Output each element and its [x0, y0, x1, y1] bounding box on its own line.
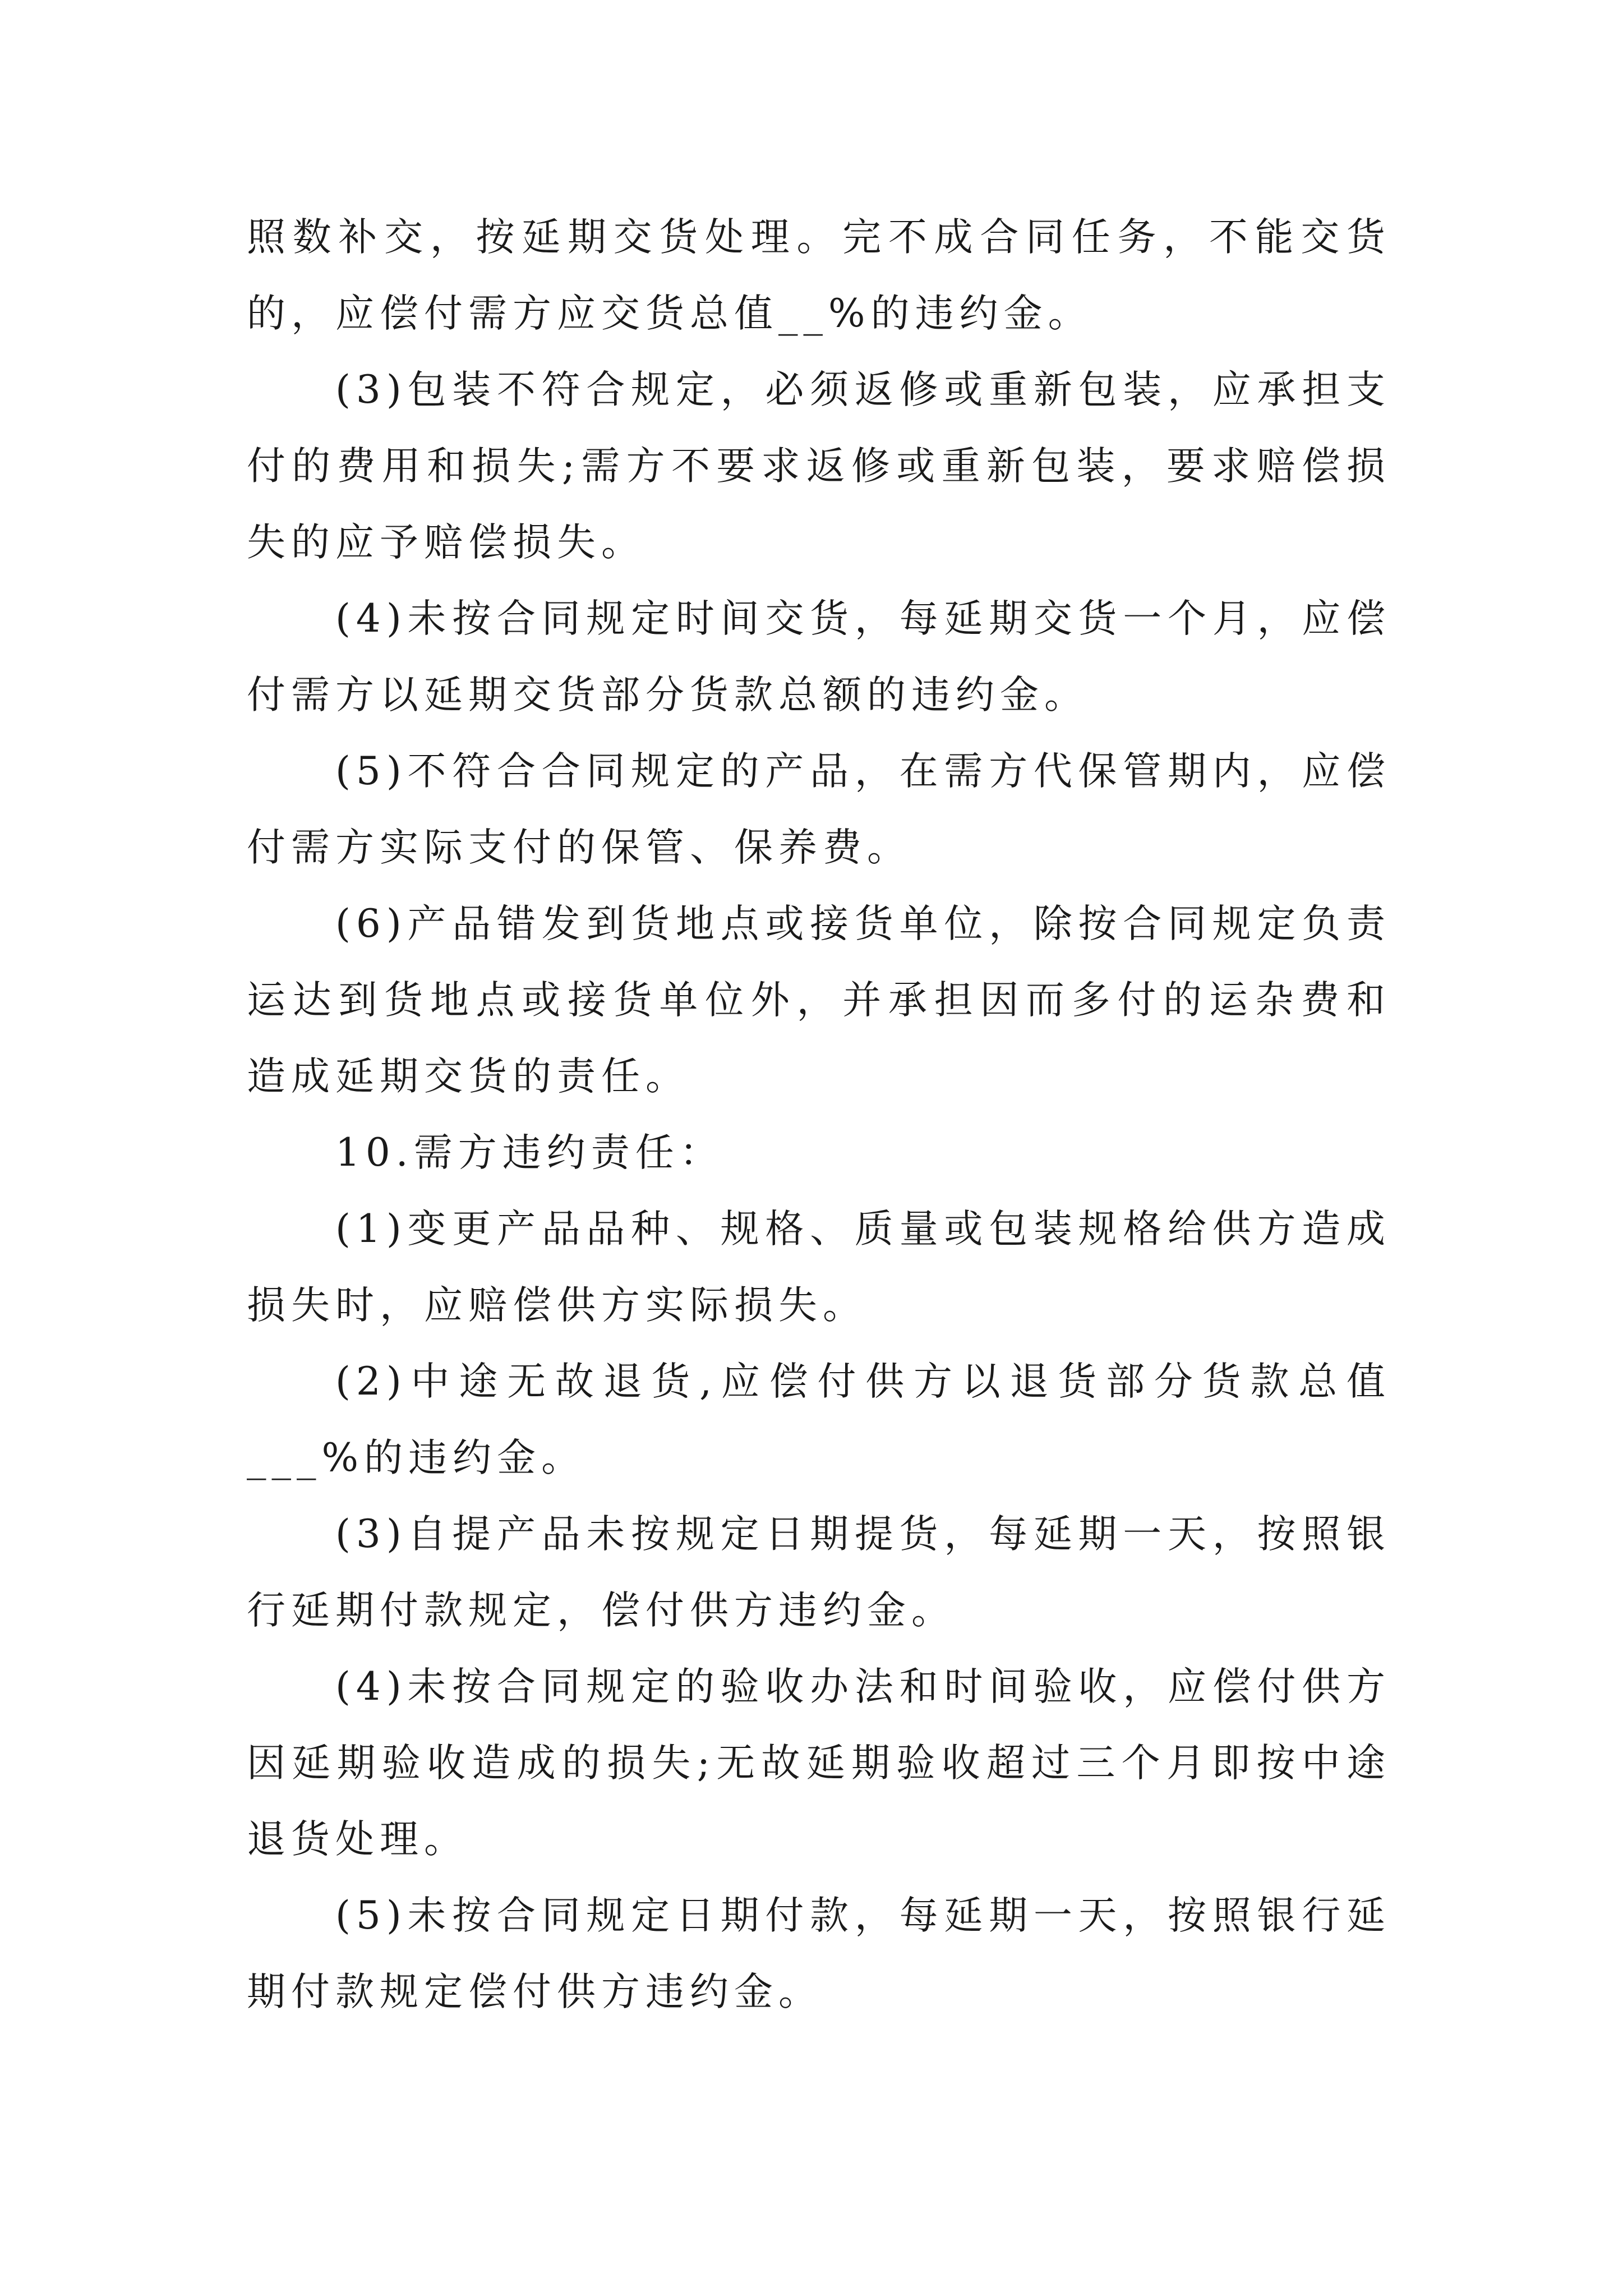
- paragraph-clause-10-1: (1)变更产品品种、规格、质量或包装规格给供方造成损失时，应赔偿供方实际损失。: [247, 1207, 1391, 1328]
- paragraph-clause-10-4: (4)未按合同规定的验收办法和时间验收，应偿付供方因延期验收造成的损失;无故延期验收超过三个月即按中途退货处理。: [247, 1664, 1391, 1862]
- paragraph-clause-9-6: (6)产品错发到货地点或接货单位，除按合同规定负责运达到货地点或接货单位外，并承担因而多付的运杂费和造成延期交货的责任。: [247, 901, 1391, 1099]
- section-heading-10: 10.需方违约责任：: [335, 1130, 724, 1175]
- paragraph-clause-9-4: (4)未按合同规定时间交货，每延期交货一个月，应偿付需方以延期交货部分货款总额的违约金。: [247, 596, 1391, 717]
- paragraph-continuation: 照数补交，按延期交货处理。完不成合同任务，不能交货的，应偿付需方应交货总值__%的违约金。: [247, 215, 1391, 336]
- paragraph-clause-9-5: (5)不符合合同规定的产品，在需方代保管期内，应偿付需方实际支付的保管、保养费。: [247, 749, 1391, 870]
- document-body: [247, 199, 1391, 2030]
- paragraph-clause-10-5: (5)未按合同规定日期付款，每延期一天，按照银行延期付款规定偿付供方违约金。: [247, 1893, 1391, 2014]
- paragraph-clause-9-3: (3)包装不符合规定，必须返修或重新包装，应承担支付的费用和损失;需方不要求返修或重新包装，要求赔偿损失的应予赔偿损失。: [247, 367, 1391, 565]
- paragraph-clause-10-3: (3)自提产品未按规定日期提货，每延期一天，按照银行延期付款规定，偿付供方违约金。: [247, 1512, 1391, 1633]
- paragraph-clause-10-2: (2)中途无故退货,应偿付供方以退货部分货款总值___%的违约金。: [247, 1359, 1391, 1480]
